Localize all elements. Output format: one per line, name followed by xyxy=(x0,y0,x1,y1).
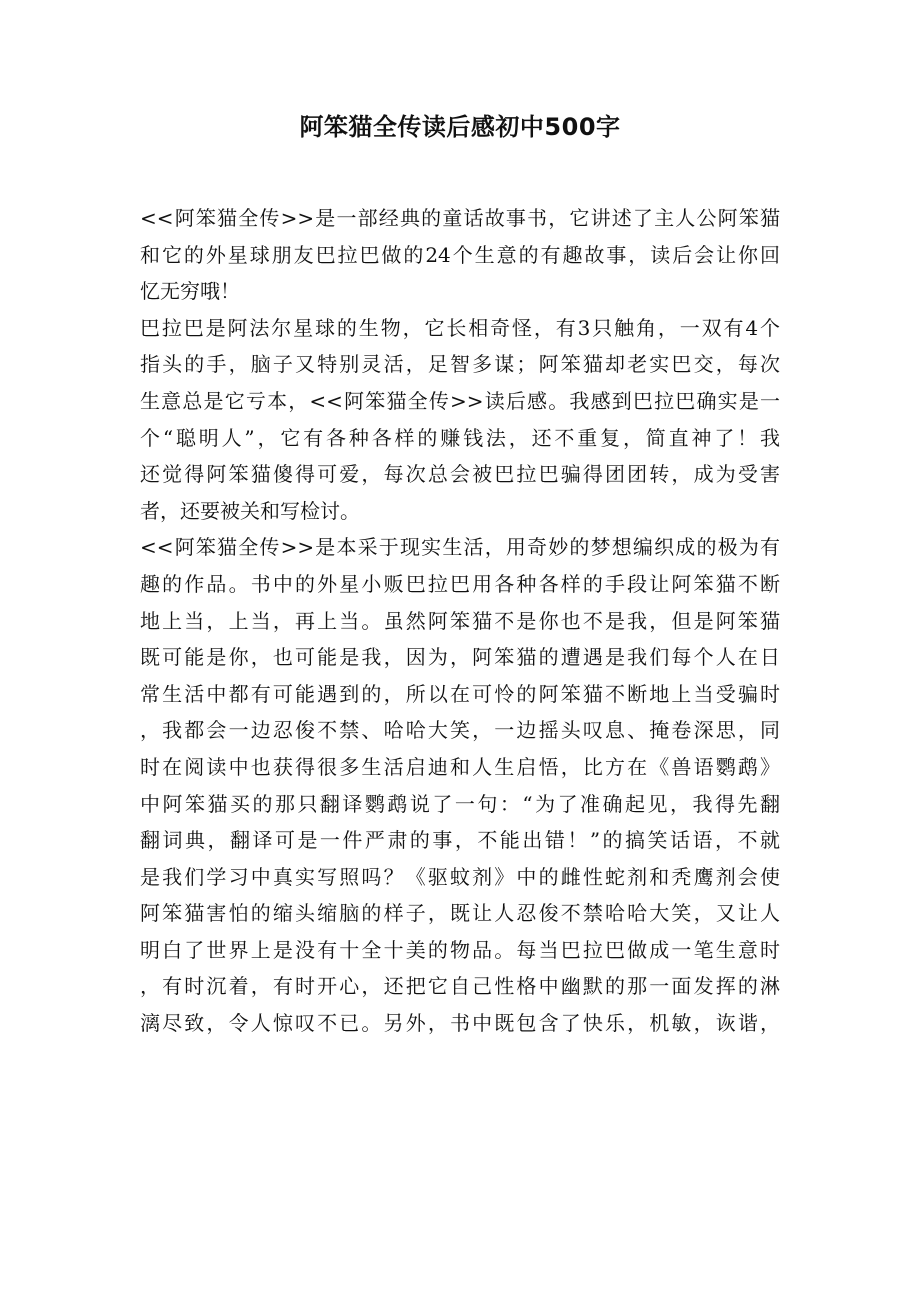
paragraph-3-line-2: 趣的作品。书中的外星小贩巴拉巴用各种各样的手段让阿笨猫不断 xyxy=(140,571,780,596)
paragraph-3-line-7: 时在阅读中也获得很多生活启迪和人生启悟，比方在《兽语鹦鹉》 xyxy=(140,754,780,779)
paragraph-1-line-3: 忆无穷哦！ xyxy=(140,279,240,304)
paragraph-1-line-2: 和它的外星球朋友巴拉巴做的24个生意的有趣故事，读后会让你回 xyxy=(140,242,780,267)
paragraph-2-line-4: 个“聪明人”，它有各种各样的赚钱法，还不重复，简直神了！我 xyxy=(140,425,780,450)
paragraph-3-line-13: ，有时沉着，有时开心，还把它自己性格中幽默的那一面发挥的淋 xyxy=(140,974,780,999)
paragraph-2-line-6: 者，还要被关和写检讨。 xyxy=(140,498,360,523)
paragraph-1-line-1: <<阿笨猫全传>>是一部经典的童话故事书，它讲述了主人公阿笨猫 xyxy=(140,206,780,230)
paragraph-2-line-3: 生意总是它亏本，<<阿笨猫全传>>读后感。我感到巴拉巴确实是一 xyxy=(140,388,780,413)
paragraph-3-line-12: 明白了世界上是没有十全十美的物品。每当巴拉巴做成一笔生意时 xyxy=(140,937,780,962)
paragraph-3-line-3: 地上当，上当，再上当。虽然阿笨猫不是你也不是我，但是阿笨猫 xyxy=(140,608,780,633)
paragraph-2-line-1: 巴拉巴是阿法尔星球的生物，它长相奇怪，有3只触角，一双有4个 xyxy=(140,315,780,340)
paragraph-3-line-14: 漓尽致，令人惊叹不已。另外，书中既包含了快乐，机敏，诙谐， xyxy=(140,1011,780,1036)
paragraph-3-line-11: 阿笨猫害怕的缩头缩脑的样子，既让人忍俊不禁哈哈大笑，又让人 xyxy=(140,901,780,926)
paragraph-3-line-1: <<阿笨猫全传>>是本采于现实生活，用奇妙的梦想编织成的极为有 xyxy=(140,535,780,560)
paragraph-2-line-5: 还觉得阿笨猫傻得可爱，每次总会被巴拉巴骗得团团转，成为受害 xyxy=(140,462,780,487)
paragraph-3-line-9: 翻词典，翻译可是一件严肃的事，不能出错！”的搞笑话语，不就 xyxy=(140,828,780,853)
document-body xyxy=(140,200,780,1042)
paragraph-3-line-4: 既可能是你，也可能是我，因为，阿笨猫的遭遇是我们每个人在日 xyxy=(140,645,780,670)
document-title: 阿笨猫全传读后感初中500字 xyxy=(299,113,621,141)
paragraph-3-line-8: 中阿笨猫买的那只翻译鹦鹉说了一句：“为了准确起见，我得先翻 xyxy=(140,791,780,816)
paragraph-3-line-6: ，我都会一边忍俊不禁、哈哈大笑，一边摇头叹息、掩卷深思，同 xyxy=(140,718,780,743)
paragraph-3-line-10: 是我们学习中真实写照吗？《驱蚊剂》中的雌性蛇剂和秃鹰剂会使 xyxy=(140,864,780,889)
paragraph-3-line-5: 常生活中都有可能遇到的，所以在可怜的阿笨猫不断地上当受骗时 xyxy=(140,681,780,706)
paragraph-2-line-2: 指头的手，脑子又特别灵活，足智多谋；阿笨猫却老实巴交，每次 xyxy=(140,352,780,377)
